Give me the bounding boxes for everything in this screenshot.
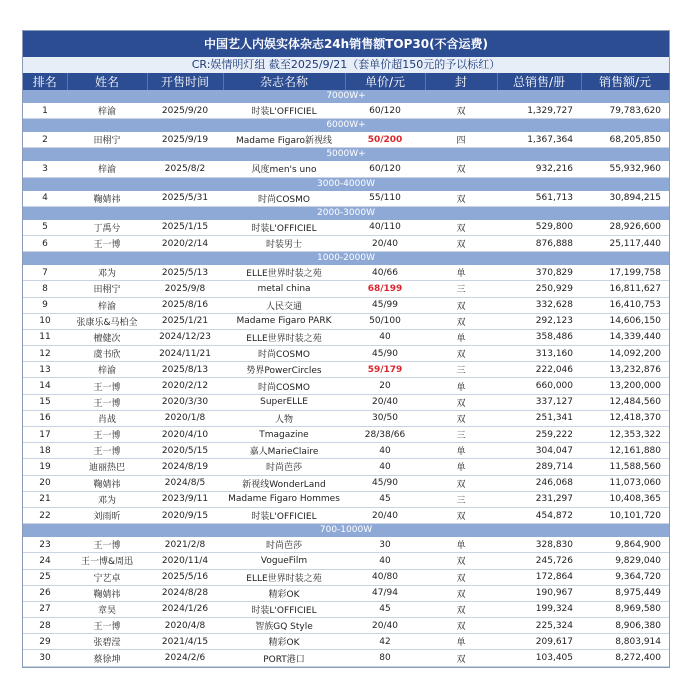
cell-qty: 225,324 [497, 618, 581, 634]
cell-date: 2025/8/16 [147, 297, 223, 313]
cell-cover: 双 [425, 235, 497, 251]
cell-sales: 10,408,365 [581, 491, 669, 507]
cell-rank: 13 [23, 362, 67, 378]
cell-cover: 双 [425, 475, 497, 491]
cell-magazine: ELLE世界时装之苑 [223, 265, 345, 281]
cell-date: 2021/2/8 [147, 537, 223, 553]
tier-label: 6000W+ [23, 119, 669, 132]
cell-rank: 24 [23, 553, 67, 569]
cell-qty: 328,830 [497, 537, 581, 553]
cell-sales: 9,864,900 [581, 537, 669, 553]
cell-cover: 三 [425, 362, 497, 378]
cell-cover: 单 [425, 265, 497, 281]
cell-name: 邓为 [67, 265, 147, 281]
cell-sales: 14,339,440 [581, 329, 669, 345]
cell-magazine: Tmagazine [223, 427, 345, 443]
table-row [23, 161, 669, 177]
cell-date: 2024/8/28 [147, 585, 223, 601]
cell-date: 2024/8/5 [147, 475, 223, 491]
cell-qty: 561,713 [497, 190, 581, 206]
cell-price: 80 [345, 650, 425, 666]
cell-date: 2020/3/30 [147, 394, 223, 410]
cell-rank: 17 [23, 427, 67, 443]
cell-rank: 30 [23, 650, 67, 666]
cell-name: 梓渝 [67, 362, 147, 378]
cell-magazine: 新视线WonderLand [223, 475, 345, 491]
cell-rank: 22 [23, 507, 67, 523]
tier-label: 700-1000W [23, 524, 669, 537]
cell-cover: 双 [425, 507, 497, 523]
tier-band [23, 524, 669, 537]
cell-rank: 29 [23, 634, 67, 650]
cell-sales: 9,829,040 [581, 553, 669, 569]
cell-name: 王一博 [67, 537, 147, 553]
cell-qty: 222,046 [497, 362, 581, 378]
table-row [23, 394, 669, 410]
table-body [23, 90, 669, 666]
cell-magazine: 势界PowerCircles [223, 362, 345, 378]
cell-magazine: 人民交通 [223, 297, 345, 313]
cell-qty: 103,405 [497, 650, 581, 666]
header-qty: 总销售/册 [497, 73, 581, 90]
cell-price: 45/99 [345, 297, 425, 313]
cell-date: 2023/9/11 [147, 491, 223, 507]
cell-price: 40/110 [345, 219, 425, 235]
tier-band [23, 206, 669, 219]
cell-date: 2025/5/13 [147, 265, 223, 281]
cell-price: 42 [345, 634, 425, 650]
cell-price: 47/94 [345, 585, 425, 601]
cell-magazine: 时装L'OFFICIEL [223, 219, 345, 235]
cell-cover: 单 [425, 537, 497, 553]
cell-name: 鞠婧祎 [67, 190, 147, 206]
table-row [23, 297, 669, 313]
cell-sales: 79,783,620 [581, 103, 669, 119]
cell-rank: 19 [23, 459, 67, 475]
cell-qty: 529,800 [497, 219, 581, 235]
cell-cover: 单 [425, 443, 497, 459]
cell-date: 2025/9/19 [147, 132, 223, 148]
cell-sales: 8,906,380 [581, 618, 669, 634]
cell-qty: 332,628 [497, 297, 581, 313]
cell-cover: 单 [425, 378, 497, 394]
cell-cover: 双 [425, 161, 497, 177]
cell-sales: 12,484,560 [581, 394, 669, 410]
cell-price: 30/50 [345, 410, 425, 426]
cell-date: 2024/12/23 [147, 329, 223, 345]
cell-cover: 四 [425, 132, 497, 148]
cell-qty: 259,222 [497, 427, 581, 443]
tier-band [23, 90, 669, 103]
cell-magazine: 时尚COSMO [223, 346, 345, 362]
cell-name: 迪丽热巴 [67, 459, 147, 475]
cell-magazine: ELLE世界时装之苑 [223, 569, 345, 585]
cell-rank: 18 [23, 443, 67, 459]
cell-name: 梓渝 [67, 297, 147, 313]
table-row [23, 265, 669, 281]
cell-magazine: 时尚COSMO [223, 378, 345, 394]
cell-cover: 双 [425, 190, 497, 206]
cell-name: 丁禹兮 [67, 219, 147, 235]
cell-magazine: VogueFilm [223, 553, 345, 569]
tier-label: 1000-2000W [23, 252, 669, 265]
cell-qty: 313,160 [497, 346, 581, 362]
cell-cover: 双 [425, 601, 497, 617]
cell-cover: 单 [425, 459, 497, 475]
cell-magazine: 智族GQ Style [223, 618, 345, 634]
table-row [23, 313, 669, 329]
table-row [23, 443, 669, 459]
cell-price: 60/120 [345, 161, 425, 177]
cell-sales: 17,199,758 [581, 265, 669, 281]
cell-qty: 1,329,727 [497, 103, 581, 119]
cell-sales: 55,932,960 [581, 161, 669, 177]
cell-sales: 16,410,753 [581, 297, 669, 313]
cell-price: 45/90 [345, 475, 425, 491]
table-row [23, 569, 669, 585]
cell-magazine: PORT港口 [223, 650, 345, 666]
cell-magazine: 时装L'OFFICIEL [223, 103, 345, 119]
cell-sales: 10,101,720 [581, 507, 669, 523]
header-price: 单价/元 [345, 73, 425, 90]
table-row [23, 507, 669, 523]
cell-name: 檀健次 [67, 329, 147, 345]
table-row [23, 585, 669, 601]
header-magazine: 杂志名称 [223, 73, 345, 90]
cell-cover: 双 [425, 650, 497, 666]
cell-date: 2025/5/31 [147, 190, 223, 206]
cell-date: 2020/2/14 [147, 235, 223, 251]
cell-price: 68/199 [345, 281, 425, 297]
table-row [23, 190, 669, 206]
cell-cover: 双 [425, 585, 497, 601]
table-title: 中国艺人内娱实体杂志24h销售额TOP30(不含运费) [23, 31, 669, 57]
cell-rank: 21 [23, 491, 67, 507]
cell-qty: 292,123 [497, 313, 581, 329]
cell-magazine: SuperELLE [223, 394, 345, 410]
cell-date: 2025/8/2 [147, 161, 223, 177]
cell-sales: 8,272,400 [581, 650, 669, 666]
header-name: 姓名 [67, 73, 147, 90]
cell-date: 2024/11/21 [147, 346, 223, 362]
cell-price: 45 [345, 491, 425, 507]
cell-rank: 9 [23, 297, 67, 313]
cell-cover: 双 [425, 103, 497, 119]
cell-rank: 20 [23, 475, 67, 491]
table-row [23, 650, 669, 666]
cell-rank: 16 [23, 410, 67, 426]
cell-magazine: 精彩OK [223, 634, 345, 650]
tier-label: 2000-3000W [23, 206, 669, 219]
table-row [23, 281, 669, 297]
cell-price: 20/40 [345, 394, 425, 410]
cell-name: 鞠婧祎 [67, 475, 147, 491]
cell-rank: 10 [23, 313, 67, 329]
cell-qty: 454,872 [497, 507, 581, 523]
cell-price: 60/120 [345, 103, 425, 119]
cell-name: 王一博 [67, 618, 147, 634]
cell-rank: 8 [23, 281, 67, 297]
cell-name: 刘雨昕 [67, 507, 147, 523]
tier-label: 7000W+ [23, 90, 669, 103]
cell-date: 2020/4/8 [147, 618, 223, 634]
cell-rank: 25 [23, 569, 67, 585]
table-row [23, 491, 669, 507]
cell-qty: 370,829 [497, 265, 581, 281]
cell-name: 王一博 [67, 394, 147, 410]
cell-sales: 14,606,150 [581, 313, 669, 329]
tier-band [23, 148, 669, 161]
cell-rank: 11 [23, 329, 67, 345]
cell-qty: 660,000 [497, 378, 581, 394]
cell-date: 2024/8/19 [147, 459, 223, 475]
cell-price: 45 [345, 601, 425, 617]
cell-cover: 单 [425, 329, 497, 345]
sales-ranking-table [23, 73, 670, 667]
cell-magazine: 时装男士 [223, 235, 345, 251]
cell-magazine: 风度men's uno [223, 161, 345, 177]
cell-sales: 13,200,000 [581, 378, 669, 394]
header-row [23, 73, 669, 90]
cell-name: 蔡徐坤 [67, 650, 147, 666]
table-row [23, 410, 669, 426]
cell-price: 40 [345, 553, 425, 569]
cell-qty: 190,967 [497, 585, 581, 601]
cell-cover: 双 [425, 394, 497, 410]
cell-qty: 246,068 [497, 475, 581, 491]
table-row [23, 634, 669, 650]
cell-qty: 245,726 [497, 553, 581, 569]
cell-name: 梓渝 [67, 103, 147, 119]
cell-name: 田栩宁 [67, 132, 147, 148]
tier-label: 5000W+ [23, 148, 669, 161]
cell-date: 2025/5/16 [147, 569, 223, 585]
cell-cover: 双 [425, 297, 497, 313]
cell-price: 40 [345, 459, 425, 475]
table-row [23, 427, 669, 443]
table-row [23, 601, 669, 617]
cell-date: 2020/4/10 [147, 427, 223, 443]
table-subtitle: CR:娱情明灯组 截至2025/9/21（套单价超150元的予以标红） [23, 57, 669, 73]
table-row [23, 329, 669, 345]
cell-name: 王一博 [67, 235, 147, 251]
cell-price: 40/66 [345, 265, 425, 281]
cell-sales: 68,205,850 [581, 132, 669, 148]
cell-qty: 231,297 [497, 491, 581, 507]
cell-rank: 1 [23, 103, 67, 119]
cell-sales: 12,418,370 [581, 410, 669, 426]
cell-sales: 12,161,880 [581, 443, 669, 459]
header-sales: 销售额/元 [581, 73, 669, 90]
cell-cover: 双 [425, 219, 497, 235]
cell-date: 2020/9/15 [147, 507, 223, 523]
table-row [23, 475, 669, 491]
table-row [23, 346, 669, 362]
cell-cover: 三 [425, 491, 497, 507]
cell-qty: 1,367,364 [497, 132, 581, 148]
cell-rank: 28 [23, 618, 67, 634]
cell-date: 2024/1/26 [147, 601, 223, 617]
table-row [23, 378, 669, 394]
cell-magazine: 时装L'OFFICIEL [223, 601, 345, 617]
cell-sales: 14,092,200 [581, 346, 669, 362]
tier-band [23, 177, 669, 190]
cell-name: 梓渝 [67, 161, 147, 177]
cell-cover: 双 [425, 553, 497, 569]
tier-band [23, 252, 669, 265]
cell-magazine: 时装L'OFFICIEL [223, 507, 345, 523]
cell-magazine: 嘉人MarieClaire [223, 443, 345, 459]
cell-price: 40 [345, 443, 425, 459]
cell-date: 2025/9/20 [147, 103, 223, 119]
table-row [23, 553, 669, 569]
cell-date: 2021/4/15 [147, 634, 223, 650]
cell-name: 章昊 [67, 601, 147, 617]
table-row [23, 459, 669, 475]
cell-date: 2020/1/8 [147, 410, 223, 426]
cell-price: 59/179 [345, 362, 425, 378]
cell-date: 2020/5/15 [147, 443, 223, 459]
cell-rank: 5 [23, 219, 67, 235]
header-rank: 排名 [23, 73, 67, 90]
cell-name: 张碧滢 [67, 634, 147, 650]
cell-sales: 8,969,580 [581, 601, 669, 617]
cell-price: 50/100 [345, 313, 425, 329]
cell-price: 50/200 [345, 132, 425, 148]
cell-qty: 337,127 [497, 394, 581, 410]
header-date: 开售时间 [147, 73, 223, 90]
cell-rank: 14 [23, 378, 67, 394]
cell-magazine: Madame Figaro PARK [223, 313, 345, 329]
cell-date: 2024/2/6 [147, 650, 223, 666]
cell-name: 王一博&周迅 [67, 553, 147, 569]
cell-sales: 9,364,720 [581, 569, 669, 585]
table-row [23, 132, 669, 148]
cell-date: 2025/9/8 [147, 281, 223, 297]
cell-name: 邓为 [67, 491, 147, 507]
cell-price: 30 [345, 537, 425, 553]
cell-price: 55/110 [345, 190, 425, 206]
cell-rank: 3 [23, 161, 67, 177]
ranking-table-frame [22, 30, 670, 668]
cell-price: 20/40 [345, 618, 425, 634]
table-row [23, 618, 669, 634]
cell-sales: 8,975,449 [581, 585, 669, 601]
cell-date: 2020/11/4 [147, 553, 223, 569]
cell-magazine: Madame Figaro Hommes [223, 491, 345, 507]
cell-cover: 双 [425, 410, 497, 426]
table-row [23, 362, 669, 378]
cell-sales: 8,803,914 [581, 634, 669, 650]
cell-sales: 11,073,060 [581, 475, 669, 491]
cell-date: 2020/2/12 [147, 378, 223, 394]
cell-magazine: ELLE世界时装之苑 [223, 329, 345, 345]
cell-name: 鞠婧祎 [67, 585, 147, 601]
cell-sales: 28,926,600 [581, 219, 669, 235]
cell-magazine: 人物 [223, 410, 345, 426]
cell-magazine: 时尚芭莎 [223, 459, 345, 475]
cell-name: 宁艺卓 [67, 569, 147, 585]
table-row [23, 219, 669, 235]
cell-name: 王一博 [67, 378, 147, 394]
cell-cover: 三 [425, 281, 497, 297]
cell-cover: 三 [425, 427, 497, 443]
cell-name: 虞书欣 [67, 346, 147, 362]
cell-sales: 11,588,560 [581, 459, 669, 475]
table-row [23, 537, 669, 553]
cell-qty: 172,864 [497, 569, 581, 585]
cell-rank: 23 [23, 537, 67, 553]
cell-name: 王一博 [67, 427, 147, 443]
cell-sales: 30,894,215 [581, 190, 669, 206]
cell-rank: 27 [23, 601, 67, 617]
cell-qty: 209,617 [497, 634, 581, 650]
cell-sales: 13,232,876 [581, 362, 669, 378]
cell-date: 2025/8/13 [147, 362, 223, 378]
cell-qty: 199,324 [497, 601, 581, 617]
cell-sales: 25,117,440 [581, 235, 669, 251]
cell-name: 张康乐&马柏全 [67, 313, 147, 329]
cell-price: 40 [345, 329, 425, 345]
cell-sales: 16,811,627 [581, 281, 669, 297]
cell-date: 2025/1/21 [147, 313, 223, 329]
cell-qty: 251,341 [497, 410, 581, 426]
cell-price: 40/80 [345, 569, 425, 585]
cell-price: 20/40 [345, 507, 425, 523]
cell-rank: 26 [23, 585, 67, 601]
cell-cover: 双 [425, 346, 497, 362]
cell-cover: 双 [425, 313, 497, 329]
cell-date: 2025/1/15 [147, 219, 223, 235]
cell-qty: 289,714 [497, 459, 581, 475]
table-row [23, 235, 669, 251]
table-row [23, 103, 669, 119]
cell-magazine: 时尚芭莎 [223, 537, 345, 553]
cell-qty: 932,216 [497, 161, 581, 177]
cell-magazine: metal china [223, 281, 345, 297]
cell-rank: 12 [23, 346, 67, 362]
cell-qty: 304,047 [497, 443, 581, 459]
cell-price: 28/38/66 [345, 427, 425, 443]
cell-price: 45/90 [345, 346, 425, 362]
cell-name: 肖战 [67, 410, 147, 426]
cell-magazine: Madame Figaro新视线 [223, 132, 345, 148]
header-cover: 封 [425, 73, 497, 90]
cell-name: 田栩宁 [67, 281, 147, 297]
cell-qty: 358,486 [497, 329, 581, 345]
cell-price: 20 [345, 378, 425, 394]
cell-qty: 876,888 [497, 235, 581, 251]
cell-magazine: 时尚COSMO [223, 190, 345, 206]
cell-cover: 双 [425, 569, 497, 585]
cell-cover: 单 [425, 634, 497, 650]
tier-label: 3000-4000W [23, 177, 669, 190]
cell-sales: 12,353,322 [581, 427, 669, 443]
cell-rank: 2 [23, 132, 67, 148]
cell-rank: 7 [23, 265, 67, 281]
cell-magazine: 精彩OK [223, 585, 345, 601]
cell-qty: 250,929 [497, 281, 581, 297]
cell-rank: 15 [23, 394, 67, 410]
cell-cover: 双 [425, 618, 497, 634]
cell-rank: 4 [23, 190, 67, 206]
cell-rank: 6 [23, 235, 67, 251]
cell-price: 20/40 [345, 235, 425, 251]
tier-band [23, 119, 669, 132]
cell-name: 王一博 [67, 443, 147, 459]
